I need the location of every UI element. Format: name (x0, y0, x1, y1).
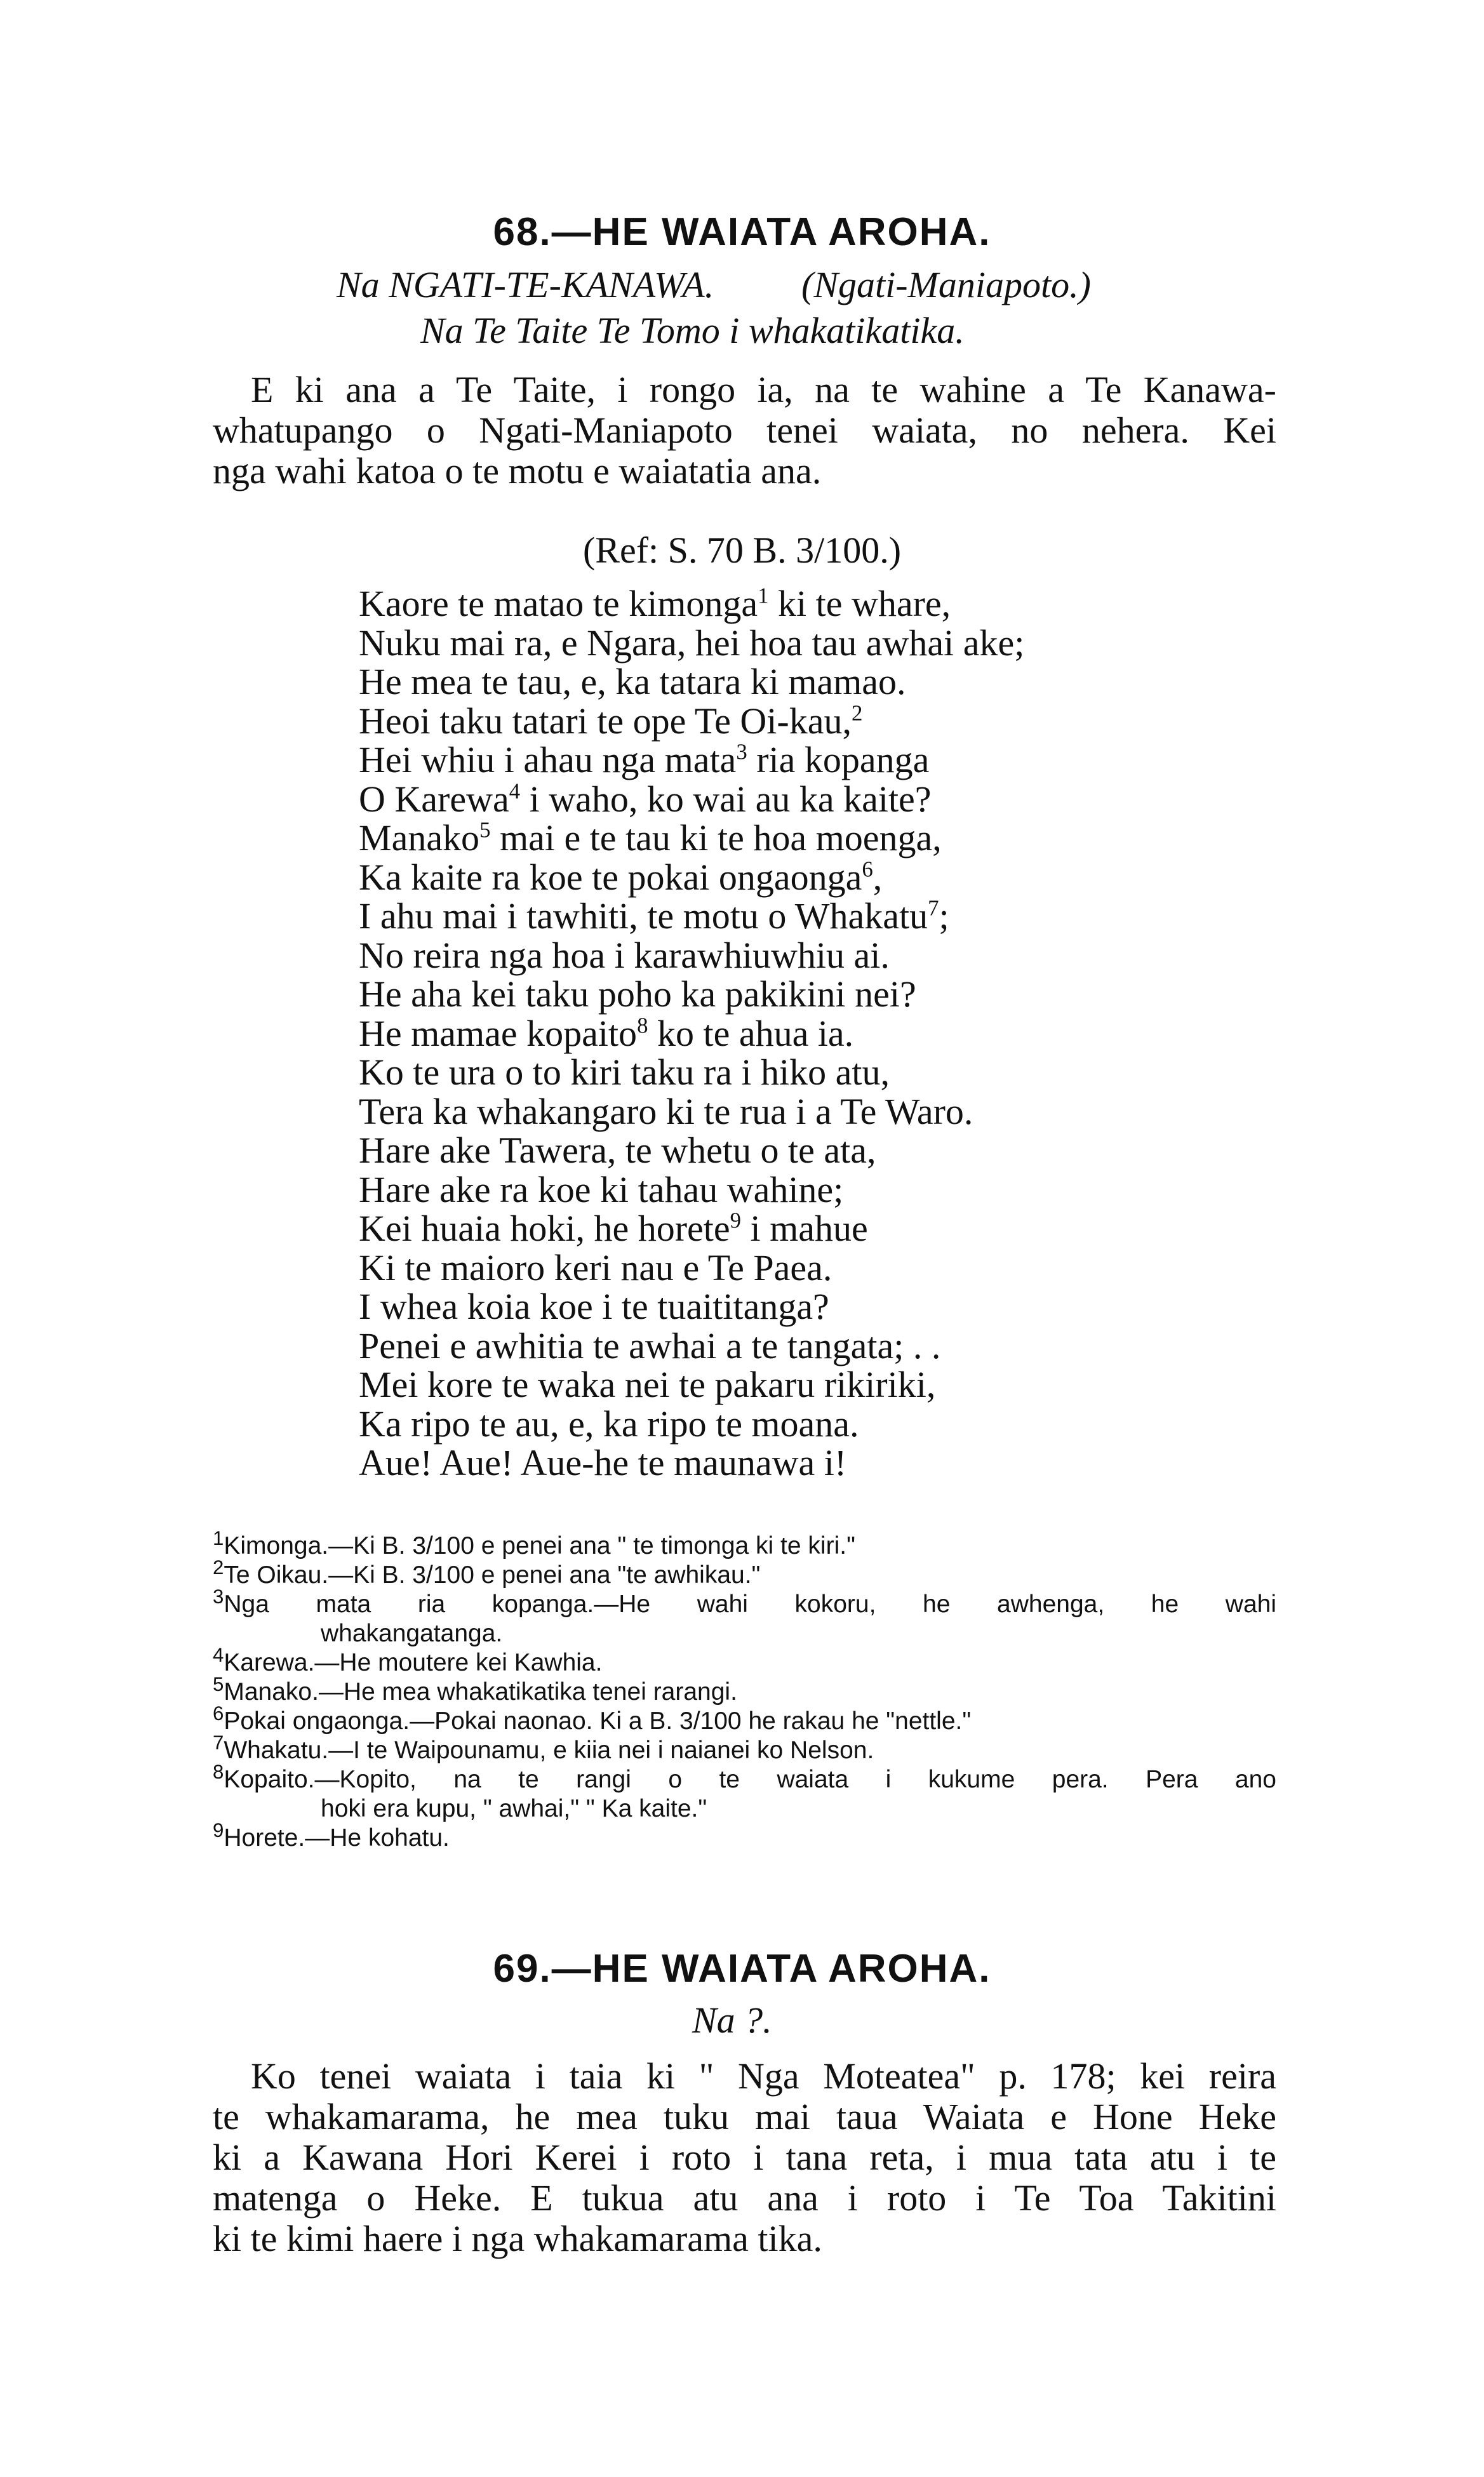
footnote-text: Horete.—He kohatu. (224, 1824, 450, 1852)
footnote-marker: 5 (479, 817, 491, 843)
song-69-intro (213, 2056, 1276, 2259)
poem-line (359, 858, 1024, 897)
footnote-text: Pokai ongaonga.—Pokai naonao. Ki a B. 3/100 he rakau he "nettle." (224, 1707, 972, 1735)
footnote-marker: 1 (758, 583, 769, 608)
footnote-text: Karewa.—He moutere kei Kawhia. (224, 1649, 603, 1676)
poem-line-text: Ka kaite ra koe te pokai ongaonga (359, 856, 862, 898)
intro-line: ki te kimi haere i nga whakamarama tika. (213, 2218, 822, 2259)
footnote-text: Nga mata ria kopanga.—He wahi kokoru, he awhenga, he wahi (224, 1591, 1276, 1618)
poem-line-text: Ko te ura o to kiri taku ra i hiko atu, (359, 1052, 890, 1093)
footnote-marker: 3 (736, 739, 747, 764)
poem-line-text: Mei kore te waka nei te pakaru rikiriki, (359, 1364, 936, 1405)
footnote (213, 1702, 1276, 1736)
footnote (213, 1732, 1276, 1765)
intro-line: ki a Kawana Hori Kerei i roto i tana reta, i mua tata atu i te (213, 2137, 1276, 2178)
footnote (213, 1586, 1276, 1619)
footnote-number: 8 (213, 1761, 224, 1783)
footnote (213, 1673, 1276, 1707)
poem-line (359, 1053, 1024, 1092)
intro-line: Ko tenei waiata i taia ki " Nga Moteatea" p. 178; kei reira (251, 2055, 1276, 2097)
poem-line-text: Penei e awhitia te awhai a te tangata; . . (359, 1325, 941, 1366)
footnote-number: 7 (213, 1732, 224, 1754)
poem-line-text: Hare ake ra koe ki tahau wahine; (359, 1168, 844, 1210)
poem-line-text: He aha kei taku poho ka pakikini nei? (359, 973, 916, 1015)
poem-line (359, 818, 1024, 858)
song-68-author: Na NGATI-TE-KANAWA. (337, 264, 714, 305)
song-68-editor: Na Te Taite Te Tomo i whakatikatika. (420, 310, 965, 351)
footnote-marker: 6 (862, 857, 873, 882)
intro-line: E ki ana a Te Taite, i rongo ia, na te wahine a Te Kanawa- (251, 369, 1276, 410)
footnote-text: Manako.—He mea whakatikatika tenei rarangi. (224, 1678, 737, 1706)
poem-line (359, 1014, 1024, 1053)
poem-line-text: i waho, ko wai au ka kaite? (520, 778, 932, 820)
song-68-reference: (Ref: S. 70 B. 3/100.) (582, 530, 902, 571)
poem-line-text: I ahu mai i tawhiti, te motu o Whakatu (359, 895, 928, 937)
poem-line (359, 1405, 1024, 1444)
poem-line-text: Ki te maioro keri nau e Te Paea. (359, 1246, 832, 1288)
poem-line (359, 1365, 1024, 1405)
poem-line (359, 1092, 1024, 1132)
footnote-number: 2 (213, 1556, 224, 1579)
poem-line (359, 1326, 1024, 1366)
footnote-text: Te Oikau.—Ki B. 3/100 e penei ana "te awhikau." (224, 1561, 761, 1589)
footnote-number: 3 (213, 1586, 224, 1608)
intro-line: matenga o Heke. E tukua atu ana i roto i Te Toa Takitini (213, 2177, 1276, 2219)
footnote (213, 1761, 1276, 1794)
song-68-footnotes (213, 1527, 1276, 1853)
poem-line-text: Hare ake Tawera, te whetu o te ata, (359, 1130, 876, 1171)
footnote-text: Kopaito.—Kopito, na te rangi o te waiata i kukume pera. Pera ano (224, 1766, 1276, 1793)
poem-line-text: Kaore te matao te kimonga (359, 583, 758, 624)
poem-line-text: Kei huaia hoki, he horete (359, 1208, 730, 1249)
poem-line (359, 702, 1024, 741)
poem-line-text: Tera ka whakangaro ki te rua i a Te Waro. (359, 1090, 973, 1132)
footnote (213, 1644, 1276, 1678)
poem-line-text: Aue! Aue! Aue-he te maunawa i! (359, 1442, 847, 1483)
poem-line (359, 897, 1024, 936)
poem-line-text: i mahue (741, 1208, 868, 1249)
footnote-number: 6 (213, 1702, 224, 1725)
footnote-number: 5 (213, 1673, 224, 1695)
intro-line: nga wahi katoa o te motu e waiatatia ana. (213, 450, 822, 491)
footnote (213, 1819, 1276, 1853)
poem-line-text: ko te ahua ia. (648, 1012, 854, 1054)
poem-line (359, 662, 1024, 702)
poem-line (359, 1287, 1024, 1326)
poem-line (359, 740, 1024, 780)
poem-line-text: Heoi taku tatari te ope Te Oi-kau, (359, 700, 852, 742)
footnote-number: 1 (213, 1527, 224, 1549)
poem-line (359, 780, 1024, 819)
poem-line-text: Manako (359, 817, 480, 858)
footnote-continuation: whakangatanga. (321, 1620, 503, 1647)
footnote-marker: 8 (637, 1013, 648, 1038)
poem-line-text: No reira nga hoa i karawhiuwhiu ai. (359, 934, 890, 976)
poem-line-text: Hei whiu i ahau nga mata (359, 739, 737, 780)
poem-line-text: I whea koia koe i te tuaititanga? (359, 1286, 829, 1327)
footnote (213, 1527, 1276, 1561)
poem-line (359, 936, 1024, 975)
poem-line-text: He mamae kopaito (359, 1012, 638, 1054)
footnote-number: 4 (213, 1644, 224, 1666)
song-69-author: Na ?. (692, 2000, 772, 2041)
poem-line-text: ki te whare, (768, 583, 951, 624)
poem-line (359, 975, 1024, 1014)
poem-line-text: , (872, 856, 883, 898)
song-68-intro (213, 370, 1276, 491)
song-68-tribe: (Ngati-Maniapoto.) (801, 264, 1091, 305)
poem-line-text: Nuku mai ra, e Ngara, hei hoa tau awhai ake; (359, 622, 1025, 664)
poem-line-text: He mea te tau, e, ka tatara ki mamao. (359, 661, 906, 702)
poem-line-text: ; (939, 895, 949, 937)
poem-line (359, 1131, 1024, 1170)
footnote-text: Kimonga.—Ki B. 3/100 e penei ana " te timonga ki te kiri." (224, 1532, 855, 1559)
poem-line (359, 584, 1024, 624)
footnote-marker: 2 (851, 700, 863, 726)
poem-line-text: ria kopanga (747, 739, 930, 780)
song-68-heading: 68.—HE WAIATA AROHA. (493, 210, 991, 254)
poem-line-text: mai e te tau ki te hoa moenga, (490, 817, 942, 858)
poem-line (359, 1443, 1024, 1483)
footnote-continuation: hoki era kupu, " awhai," " Ka kaite." (321, 1795, 707, 1822)
footnote-marker: 9 (730, 1208, 742, 1233)
poem-line (359, 1170, 1024, 1210)
poem-line-text: Ka ripo te au, e, ka ripo te moana. (359, 1403, 859, 1445)
song-68-poem (359, 584, 1024, 1483)
footnote-text: Whakatu.—I te Waipounamu, e kiia nei i naianei ko Nelson. (224, 1737, 874, 1764)
intro-line: te whakamarama, he mea tuku mai taua Waiata e Hone Heke (213, 2096, 1276, 2137)
poem-line (359, 1209, 1024, 1248)
song-69-heading: 69.—HE WAIATA AROHA. (493, 1947, 991, 1991)
footnote (213, 1556, 1276, 1590)
footnote-number: 9 (213, 1819, 224, 1841)
footnote-marker: 7 (928, 895, 939, 921)
intro-line: whatupango o Ngati-Maniapoto tenei waiata, no nehera. Kei (213, 410, 1276, 451)
poem-line (359, 1248, 1024, 1288)
poem-line (359, 624, 1024, 663)
poem-line-text: O Karewa (359, 778, 509, 820)
footnote-marker: 4 (509, 778, 521, 804)
